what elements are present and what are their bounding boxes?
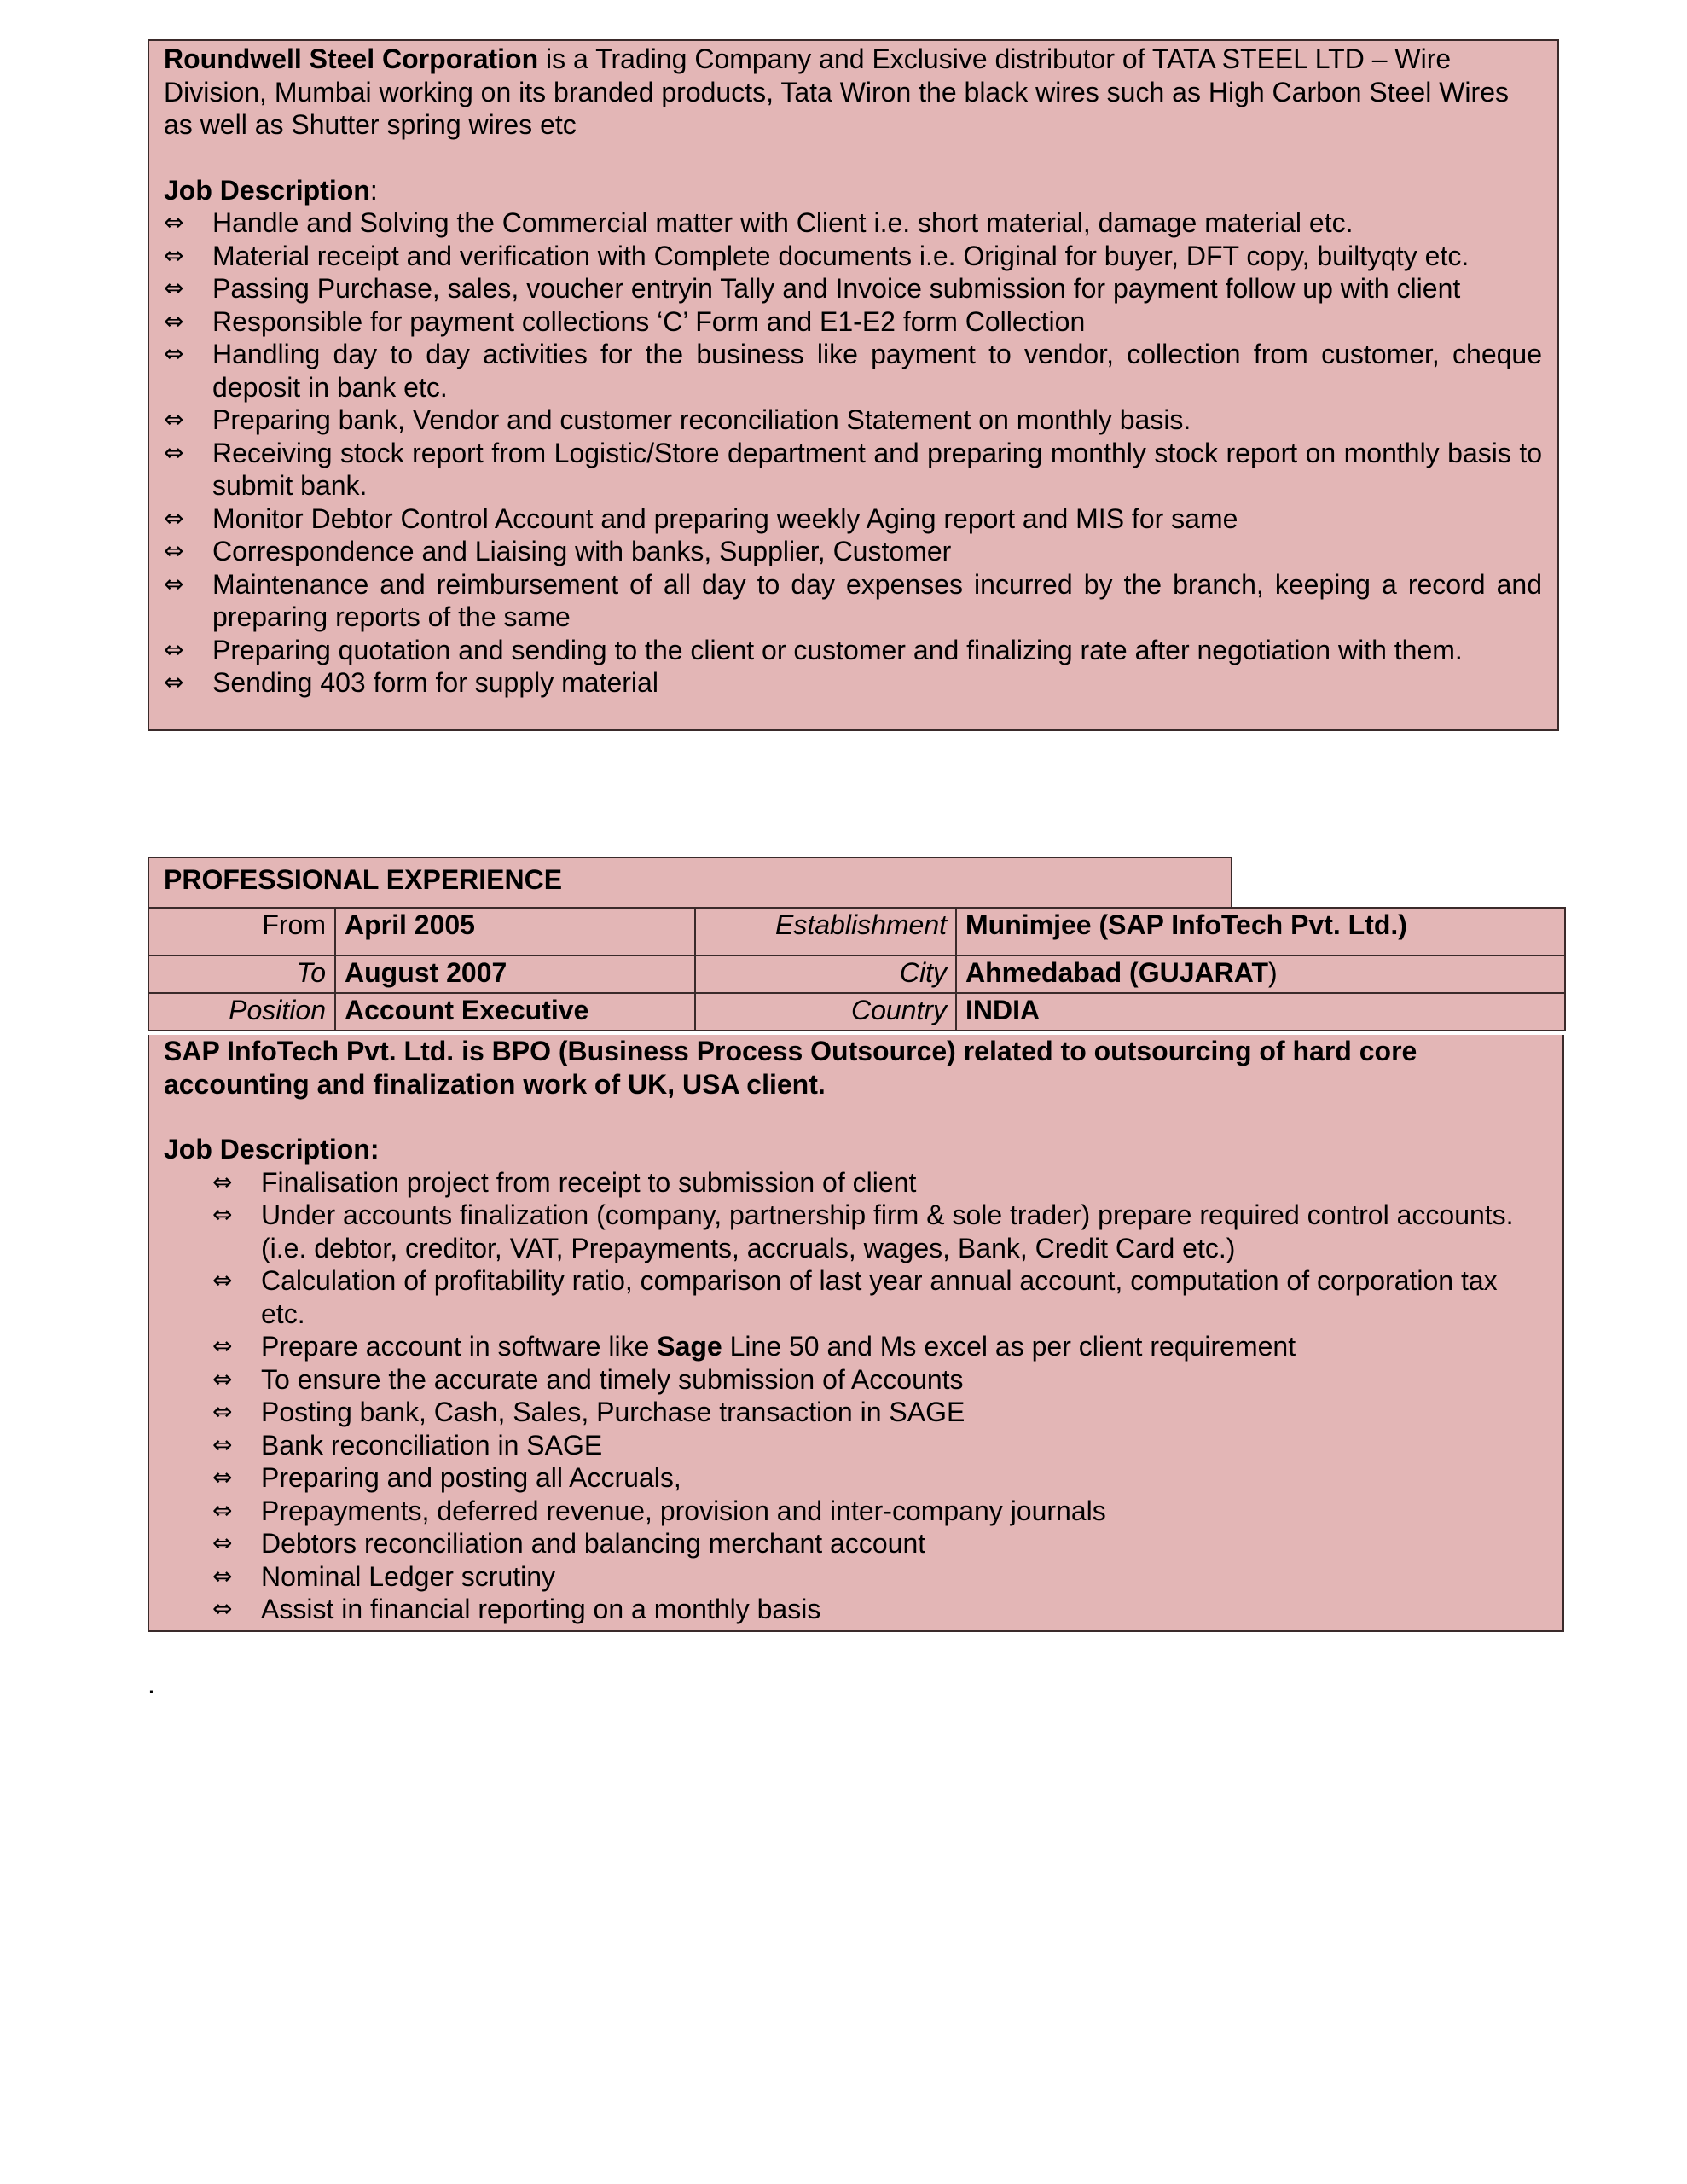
job-description-heading: Job Description: xyxy=(164,1134,380,1165)
list-item-text: Debtors reconciliation and balancing merchant account xyxy=(261,1528,926,1559)
list-item xyxy=(164,634,1542,667)
section-heading-professional-experience xyxy=(148,857,1232,909)
double-arrow-bullet-icon: ⇔ xyxy=(212,1430,233,1459)
list-item-text: To ensure the accurate and timely submission of Accounts xyxy=(261,1363,964,1395)
list-item xyxy=(164,666,1542,700)
list-item-text: Handling day to day activities for the business like payment to vendor, collection from customer, cheque deposit in bank etc. xyxy=(212,339,1542,403)
list-item-text-part: Line 50 and Ms excel as per client requirement xyxy=(722,1331,1296,1362)
list-item-text: Maintenance and reimbursement of all day to day expenses incurred by the branch, keeping a record and preparing reports of the same xyxy=(212,568,1542,632)
double-arrow-bullet-icon: ⇔ xyxy=(164,340,184,368)
list-item xyxy=(212,1429,1547,1462)
establishment-label: Establishment xyxy=(695,908,956,956)
list-item xyxy=(164,338,1542,404)
double-arrow-bullet-icon: ⇔ xyxy=(212,1397,233,1426)
to-label: To xyxy=(148,956,335,993)
list-item xyxy=(164,404,1542,437)
list-item xyxy=(164,272,1542,305)
list-item-text xyxy=(261,1331,1296,1362)
double-arrow-bullet-icon: ⇔ xyxy=(164,241,184,270)
table-row xyxy=(148,956,1565,993)
to-value: August 2007 xyxy=(335,956,695,993)
list-item xyxy=(212,1495,1547,1528)
list-item xyxy=(212,1199,1547,1264)
list-item-text: Passing Purchase, sales, voucher entryin Tally and Invoice submission for payment follow up with client xyxy=(212,273,1461,304)
double-arrow-bullet-icon: ⇔ xyxy=(212,1364,233,1393)
double-arrow-bullet-icon: ⇔ xyxy=(212,1496,233,1525)
city-value xyxy=(956,956,1565,993)
list-item-text: Nominal Ledger scrutiny xyxy=(261,1560,556,1592)
double-arrow-bullet-icon: ⇔ xyxy=(212,1332,233,1360)
list-item-text-part: Prepare account in software like xyxy=(261,1331,658,1362)
list-item-text: Responsible for payment collections ‘C’ Form and E1-E2 form Collection xyxy=(212,305,1086,337)
list-item-text-part: Sage xyxy=(657,1331,722,1362)
duties-list xyxy=(212,1166,1547,1626)
city-value-text: Ahmedabad (GUJARAT xyxy=(965,957,1268,988)
list-item xyxy=(164,305,1542,339)
double-arrow-bullet-icon: ⇔ xyxy=(164,208,184,236)
position-label: Position xyxy=(148,993,335,1031)
country-label: Country xyxy=(695,993,956,1031)
double-arrow-bullet-icon: ⇔ xyxy=(164,569,184,598)
list-item xyxy=(212,1396,1547,1429)
table-row xyxy=(148,908,1565,956)
experience-details-table xyxy=(148,907,1566,1031)
job-description-heading xyxy=(164,174,1542,207)
list-item-text: Finalisation project from receipt to submission of client xyxy=(261,1166,917,1198)
double-arrow-bullet-icon: ⇔ xyxy=(164,405,184,433)
company-intro-text: is a Trading Company and Exclusive distributor of TATA STEEL LTD – Wire Division, Mumbai working on its branded products, Tata Wiron the black wires such as High Carbon Steel Wires as well as Shutter spring wires etc xyxy=(164,44,1509,140)
double-arrow-bullet-icon: ⇔ xyxy=(212,1167,233,1196)
table-row xyxy=(148,993,1565,1031)
list-item-text: Correspondence and Liaising with banks, Supplier, Customer xyxy=(212,536,952,566)
double-arrow-bullet-icon: ⇔ xyxy=(212,1561,233,1590)
double-arrow-bullet-icon: ⇔ xyxy=(164,503,184,532)
trailing-period: . xyxy=(148,1669,155,1699)
double-arrow-bullet-icon: ⇔ xyxy=(164,537,184,565)
list-item-text: Under accounts finalization (company, partnership firm & sole trader) prepare required control accounts. (i.e. debtor, creditor, VAT, Prepayments, accruals, wages, Bank, Credit Card etc.) xyxy=(261,1199,1514,1263)
double-arrow-bullet-icon: ⇔ xyxy=(164,635,184,664)
country-value: INDIA xyxy=(956,993,1565,1031)
double-arrow-bullet-icon: ⇔ xyxy=(164,306,184,335)
list-item xyxy=(164,568,1542,634)
double-arrow-bullet-icon: ⇔ xyxy=(164,668,184,696)
double-arrow-bullet-icon: ⇔ xyxy=(212,1529,233,1557)
list-item xyxy=(212,1461,1547,1495)
list-item-text: Assist in financial reporting on a monthly basis xyxy=(261,1594,821,1624)
list-item-text: Posting bank, Cash, Sales, Purchase transaction in SAGE xyxy=(261,1397,965,1427)
duties-list xyxy=(164,206,1542,700)
establishment-value: Munimjee (SAP InfoTech Pvt. Ltd.) xyxy=(956,908,1565,956)
list-item-text: Prepayments, deferred revenue, provision and inter-company journals xyxy=(261,1495,1106,1526)
double-arrow-bullet-icon: ⇔ xyxy=(212,1463,233,1491)
company-intro xyxy=(164,43,1542,142)
list-item xyxy=(212,1593,1547,1626)
experience-description-box xyxy=(148,1035,1564,1632)
double-arrow-bullet-icon: ⇔ xyxy=(164,274,184,302)
double-arrow-bullet-icon: ⇔ xyxy=(164,438,184,467)
list-item xyxy=(212,1330,1547,1363)
list-item-text: Calculation of profitability ratio, comparison of last year annual account, computation of corporation tax etc. xyxy=(261,1265,1498,1329)
company-intro: SAP InfoTech Pvt. Ltd. is BPO (Business Process Outsource) related to outsourcing of hard core accounting and finalization work of UK, USA client. xyxy=(164,1036,1417,1100)
list-item xyxy=(164,535,1542,568)
list-item xyxy=(212,1527,1547,1560)
list-item xyxy=(164,206,1542,240)
city-value-close: ) xyxy=(1267,957,1278,988)
list-item-text: Handle and Solving the Commercial matter with Client i.e. short material, damage material etc. xyxy=(212,207,1354,238)
list-item-text: Preparing and posting all Accruals, xyxy=(261,1462,681,1493)
list-item-text: Bank reconciliation in SAGE xyxy=(261,1429,603,1461)
list-item xyxy=(212,1363,1547,1397)
list-item-text: Receiving stock report from Logistic/Store department and preparing monthly stock report on monthly basis to submit bank. xyxy=(212,437,1542,501)
list-item-text: Sending 403 form for supply material xyxy=(212,667,658,698)
section-title: PROFESSIONAL EXPERIENCE xyxy=(164,864,563,895)
list-item-text: Preparing bank, Vendor and customer reconciliation Statement on monthly basis. xyxy=(212,404,1191,435)
city-label: City xyxy=(695,956,956,993)
job-description-colon: : xyxy=(369,174,378,206)
list-item xyxy=(212,1264,1547,1330)
list-item-text: Material receipt and verification with Complete documents i.e. Original for buyer, DFT copy, builtyqty etc. xyxy=(212,240,1470,271)
list-item xyxy=(164,240,1542,273)
list-item-text: Monitor Debtor Control Account and preparing weekly Aging report and MIS for same xyxy=(212,502,1238,534)
position-value: Account Executive xyxy=(335,993,695,1031)
from-value: April 2005 xyxy=(335,908,695,956)
from-label: From xyxy=(148,908,335,956)
list-item-text: Preparing quotation and sending to the client or customer and finalizing rate after negotiation with them. xyxy=(212,634,1463,665)
roundwell-experience-box xyxy=(148,39,1559,731)
list-item xyxy=(164,437,1542,502)
double-arrow-bullet-icon: ⇔ xyxy=(212,1594,233,1623)
double-arrow-bullet-icon: ⇔ xyxy=(212,1266,233,1294)
list-item xyxy=(212,1560,1547,1594)
job-description-label: Job Description xyxy=(164,174,370,206)
list-item xyxy=(164,502,1542,536)
list-item xyxy=(212,1166,1547,1199)
double-arrow-bullet-icon: ⇔ xyxy=(212,1200,233,1228)
company-name: Roundwell Steel Corporation xyxy=(164,44,539,74)
